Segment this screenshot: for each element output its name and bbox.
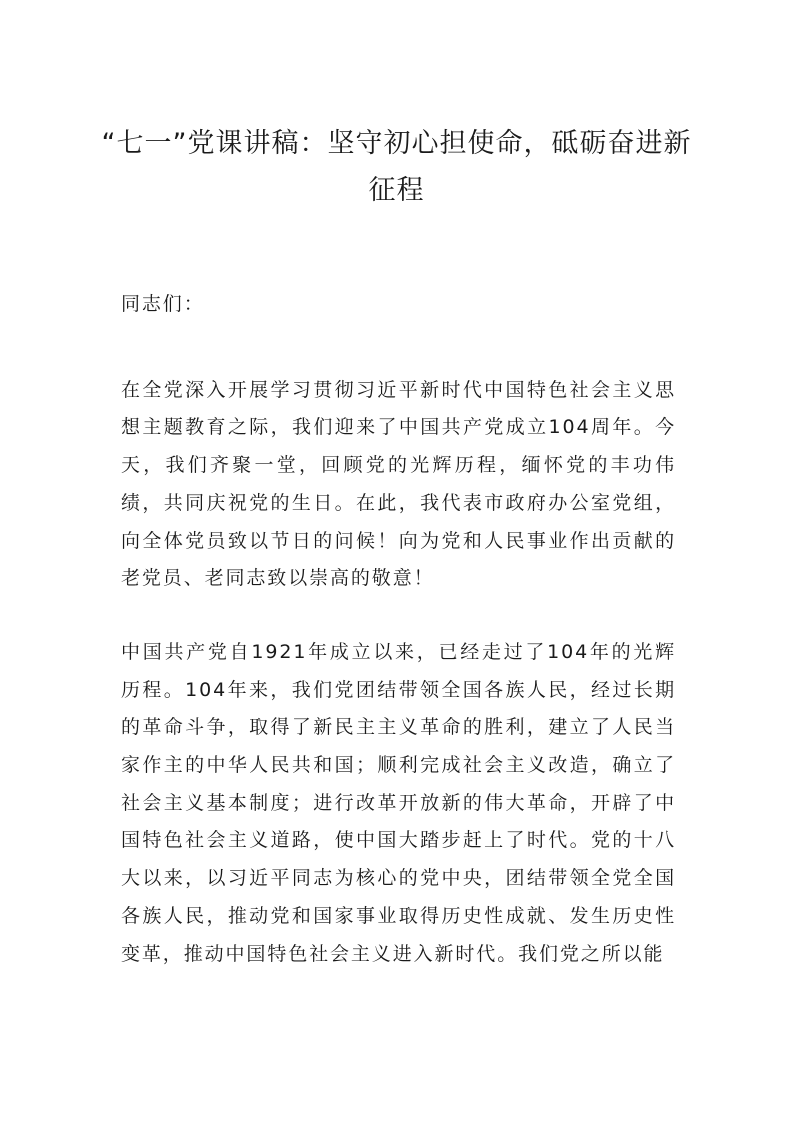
paragraph-2: 中国共产党自1921年成立以来，已经走过了104年的光辉历程。104年来，我们党团结带领全国各族人民，经过长期的革命斗争，取得了新民主主义革命的胜利，建立了人民当家作主的中华人民共和国；顺利完成社会主义改造，确立了社会主义基本制度；进行改革开放新的伟大革命，开辟了中国特色社会主义道路，使中国大踏步赶上了时代。党的十八大以来，以习近平同志为核心的党中央，团结带领全党全国各族人民，推动党和国家事业取得历史性成就、发生历史性变革，推动中国特色社会主义进入新时代。我们党之所以能 (121, 640, 676, 965)
paragraph-1: 在全党深入开展学习贯彻习近平新时代中国特色社会主义思想主题教育之际，我们迎来了中国共产党成立104周年。今天，我们齐聚一堂，回顾党的光辉历程，缅怀党的丰功伟绩，共同庆祝党的生日。在此，我代表市政府办公室党组，向全体党员致以节日的问候！向为党和人民事业作出贡献的老党员、老同志致以崇高的敬意！ (121, 378, 676, 590)
salutation: 同志们： (121, 293, 205, 315)
document-title: “七一”党课讲稿：坚守初心担使命，砥砺奋进新征程 (101, 128, 692, 206)
document-body (121, 286, 676, 1009)
